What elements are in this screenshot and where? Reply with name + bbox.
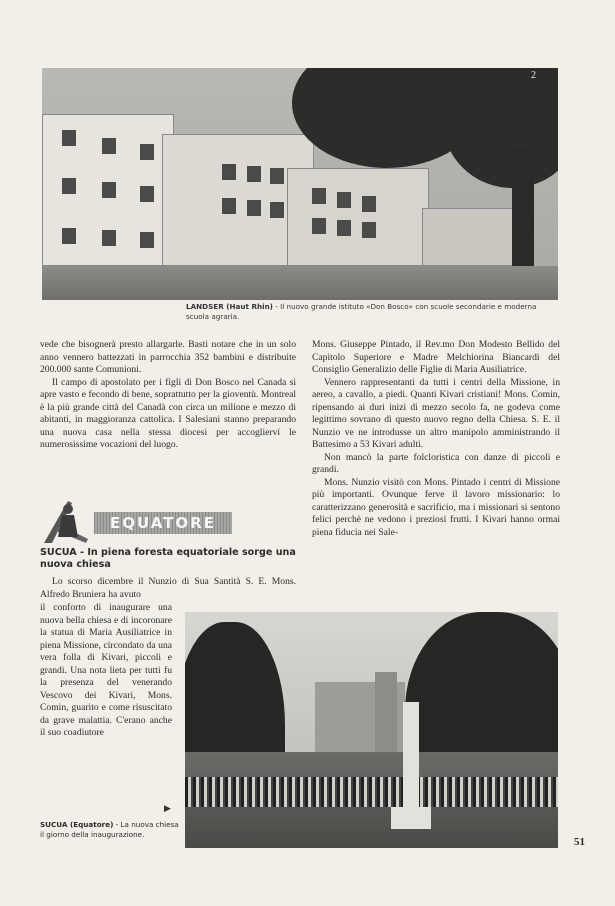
triangle-right-icon: ▶ bbox=[164, 803, 171, 813]
paragraph: Vennero rappresentanti da tutti i centri della Missione, in aereo, a cavallo, a piedi. Quanti Kivari cristiani! Mons. Comin, ripensando ai duri inizi di mezzo secolo fa, ne godeva come legittimo sovrano di questo nuovo regno della Chiesa. S. E. il Nunzio ve ne introdusse un altro manipolo amministrando il Battesimo a 53 Kivari adulti. bbox=[312, 376, 560, 450]
caption-place: SUCUA (Equatore) bbox=[40, 820, 114, 829]
paragraph: Il campo di apostolato per i figli di Don Bosco nel Canada si apre vasto e fecondo di bene, soprattutto per la gioventù. Montreal è la più grande città del Canadà con circa un milione e mezzo di abitanti, in maggioranza cattolica. I Salesiani stanno preparando una nuova casa nella stessa diocesi per accoglierví le numerosissime vocazioni del luogo. bbox=[40, 376, 296, 450]
photo-corner-mark: 2 bbox=[531, 70, 536, 81]
paragraph: Non mancò la parte folcloristica con danze di piccoli e grandi. bbox=[312, 451, 560, 475]
paragraph: vede che bisognerà presto allargarle. Basti notare che in un solo anno vennero battezzati in parrocchia 352 bambini e distribuite 200.000 sante Comunioni. bbox=[40, 339, 296, 375]
top-photo-caption bbox=[186, 302, 558, 322]
school-building-photo bbox=[42, 68, 558, 300]
paragraph: Mons. Nunzio visitò con Mons. Pintado i centri di Missione più importanti. Ovunque ferve il lavoro missionario: lo caratterizzano generosità e sacrificio, ma i missionari si sentono felici perchè ne vedono i preziosi frutti. I Kivari hanno ormai piena fiducia nei Sale- bbox=[312, 476, 560, 538]
caption-text: - La nuova chiesa il giorno della inaugurazione. bbox=[40, 820, 179, 839]
bottom-photo-caption bbox=[40, 820, 180, 839]
church-square-photo bbox=[185, 612, 558, 848]
page-number: 51 bbox=[574, 836, 585, 848]
column-left-narrow bbox=[40, 602, 172, 740]
column-left-lower-first bbox=[40, 576, 296, 601]
column-right bbox=[312, 339, 560, 539]
caption-place: LANDSER (Haut Rhin) bbox=[186, 302, 273, 311]
missionary-figure-icon bbox=[38, 495, 92, 547]
paragraph: Mons. Giuseppe Pintado, il Rev.mo Don Modesto Bellido del Capitolo Superiore e Madre Melchiorina Biancardi del Consiglio Generalizio delle Figlie di Maria Ausiliatrice. bbox=[312, 339, 560, 375]
article-headline: SUCUA - In piena foresta equatoriale sorge una nuova chiesa bbox=[40, 547, 296, 570]
paragraph: il conforto di inaugurare una nuova bella chiesa e di incoronare la statua di Maria Ausiliatrice in piena Missione, circondato da una vera folla di Kivari, piccoli e grandi. Una nota lieta per tutti fu la presenza del venerando Vescovo dei Kivari, Mons. Comin, guarito e come risuscitato da grave malattia. C'erano anche il suo coadiutore bbox=[40, 602, 172, 738]
section-banner: EQUATORE bbox=[94, 512, 232, 534]
caption-text: - Il nuovo grande istituto «Don Bosco» con scuole secondarie e moderna scuola agraria. bbox=[186, 302, 537, 321]
column-left-upper bbox=[40, 339, 296, 452]
paragraph: Lo scorso dicembre il Nunzio di Sua Santità S. E. Mons. Alfredo Bruniera ha avuto bbox=[40, 576, 296, 600]
